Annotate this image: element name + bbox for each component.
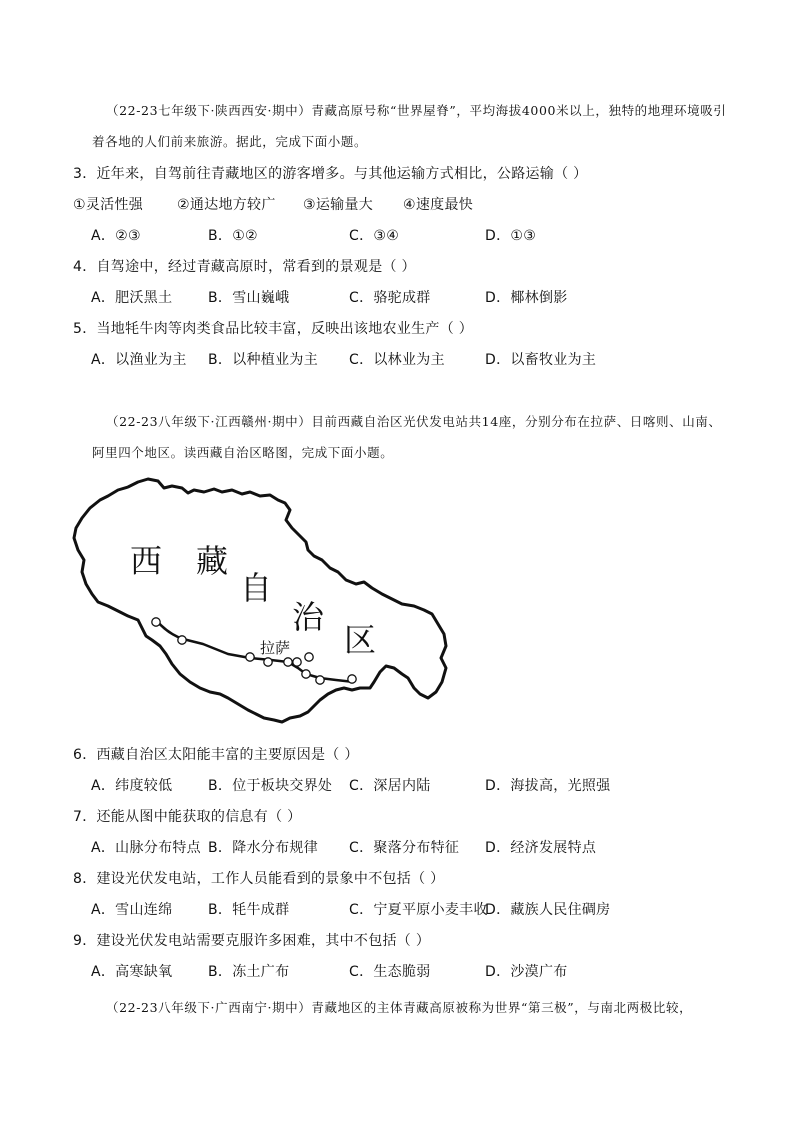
question-5-options: [91, 350, 711, 370]
river-line: [156, 620, 354, 682]
station-marker: [178, 636, 186, 644]
option-d[interactable]: D．藏族人民住碉房: [485, 902, 611, 918]
station-marker: [302, 670, 310, 678]
tibet-map: [68, 476, 453, 736]
option-d[interactable]: D．海拔高，光照强: [485, 778, 611, 794]
option-c[interactable]: C．深居内陆: [349, 778, 431, 794]
question-3-options: [91, 226, 711, 246]
map-label-xi: 西: [130, 542, 163, 580]
statement-4: ④速度最快: [403, 197, 474, 213]
question-9-options: [91, 962, 711, 982]
city-label-lhasa: 拉萨: [260, 639, 291, 657]
option-b[interactable]: B．位于板块交界处: [208, 778, 333, 794]
option-b[interactable]: B．牦牛成群: [208, 902, 290, 918]
option-d[interactable]: D．以畜牧业为主: [485, 352, 597, 368]
station-marker: [348, 675, 356, 683]
option-c[interactable]: C．聚落分布特征: [349, 840, 460, 856]
station-marker: [264, 658, 272, 666]
station-marker: [246, 653, 254, 661]
question-6-options: [91, 776, 711, 796]
option-d[interactable]: D．沙漠广布: [485, 964, 568, 980]
question-8-options: [91, 900, 711, 920]
question-5-stem: 5．当地牦牛肉等肉类食品比较丰富，反映出该地农业生产（ ）: [73, 321, 474, 337]
question-7-options: [91, 838, 711, 858]
option-b[interactable]: B．①②: [208, 228, 258, 244]
station-marker: [316, 676, 324, 684]
question-4-options: [91, 288, 711, 308]
map-label-zi: 自: [240, 569, 273, 607]
map-label-zhi: 治: [292, 598, 325, 636]
map-label-qu: 区: [344, 621, 377, 659]
statement-2: ②通达地方较广: [177, 197, 276, 213]
option-b[interactable]: B．冻土广布: [208, 964, 290, 980]
option-c[interactable]: C．生态脆弱: [349, 964, 431, 980]
passage-intro-3: （22-23八年级下·广西南宁·期中）青藏地区的主体青藏高原被称为世界“第三极”，与南北两极比较，: [106, 1000, 693, 1015]
question-3-stem: 3．近年来，自驾前往青藏地区的游客增多。与其他运输方式相比，公路运输（ ）: [73, 166, 588, 182]
option-d[interactable]: D．椰林倒影: [485, 290, 568, 306]
option-c[interactable]: C．以林业为主: [349, 352, 445, 368]
question-7-stem: 7．还能从图中能获取的信息有（ ）: [73, 809, 302, 825]
option-a[interactable]: A．肥沃黑土: [91, 290, 173, 306]
question-4-stem: 4．自驾途中，经过青藏高原时，常看到的景观是（ ）: [73, 259, 416, 275]
question-6-stem: 6．西藏自治区太阳能丰富的主要原因是（ ）: [73, 747, 359, 763]
option-a[interactable]: A．②③: [91, 228, 141, 244]
option-d[interactable]: D．①③: [485, 228, 537, 244]
option-a[interactable]: A．以渔业为主: [91, 352, 187, 368]
option-a[interactable]: A．雪山连绵: [91, 902, 173, 918]
option-a[interactable]: A．纬度较低: [91, 778, 173, 794]
question-9-stem: 9．建设光伏发电站需要克服许多困难，其中不包括（ ）: [73, 933, 431, 949]
option-c[interactable]: C．宁夏平原小麦丰收: [349, 902, 488, 918]
passage-intro-2: （22-23八年级下·江西赣州·期中）目前西藏自治区光伏发电站共14座，分别分布在拉萨、日喀则、山南、阿里四个地区。读西藏自治区略图，完成下面小题。: [92, 414, 722, 460]
station-marker: [152, 618, 160, 626]
question-8-stem: 8．建设光伏发电站，工作人员能看到的景象中不包括（ ）: [73, 871, 445, 887]
option-b[interactable]: B．雪山巍峨: [208, 290, 290, 306]
option-b[interactable]: B．以种植业为主: [208, 352, 319, 368]
option-c[interactable]: C．③④: [349, 228, 400, 244]
option-a[interactable]: A．山脉分布特点: [91, 840, 201, 856]
statement-3: ③运输量大: [303, 197, 374, 213]
station-marker: [305, 653, 313, 661]
option-a[interactable]: A．高寒缺氧: [91, 964, 173, 980]
option-d[interactable]: D．经济发展特点: [485, 840, 597, 856]
passage-intro-1: （22-23七年级下·陕西西安·期中）青藏高原号称“世界屋脊”，平均海拔4000米以上，独特的地理环境吸引着各地的人们前来旅游。据此，完成下面小题。: [92, 103, 727, 149]
option-b[interactable]: B．降水分布规律: [208, 840, 319, 856]
statement-1: ①灵活性强: [73, 197, 144, 213]
question-3-statements: [73, 195, 693, 215]
station-marker: [293, 658, 301, 666]
map-label-zang: 藏: [196, 542, 229, 580]
option-c[interactable]: C．骆驼成群: [349, 290, 431, 306]
station-marker: [284, 658, 292, 666]
